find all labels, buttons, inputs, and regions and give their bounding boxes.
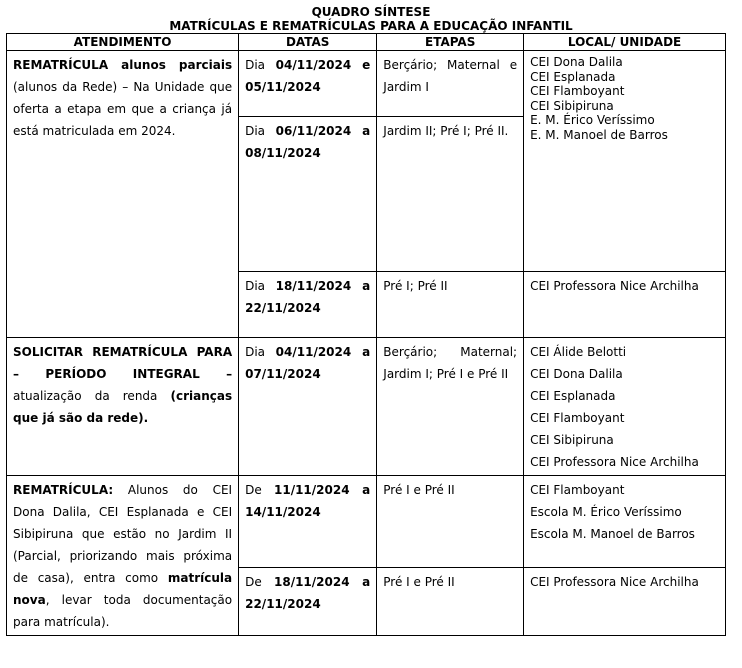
summary-table — [6, 33, 726, 636]
local-cell — [524, 568, 726, 636]
local-item: CEI Dona Dalila — [530, 55, 623, 69]
local-item: CEI Flamboyant — [530, 483, 625, 497]
date-prefix: Dia — [245, 345, 266, 359]
date-cell — [239, 568, 377, 636]
date-range: 04/11/2024 e 05/11/2024 — [245, 58, 371, 94]
etapas-cell: Berçário; Maternal e Jardim I — [377, 51, 524, 117]
local-item: CEI Álide Belotti — [530, 345, 627, 359]
title-line-2: MATRÍCULAS E REMATRÍCULAS PARA A EDUCAÇÃO INFANTIL — [169, 19, 573, 33]
date-prefix: Dia — [245, 279, 266, 293]
local-item: CEI Esplanada — [530, 69, 616, 84]
date-prefix: Dia — [245, 124, 266, 138]
local-item: E. M. Érico Veríssimo — [530, 113, 655, 127]
date-cell — [239, 272, 377, 338]
atendimento-2-bold-2: (crianças que já são da rede). — [13, 389, 233, 425]
header-etapas: ETAPAS — [377, 34, 524, 51]
local-item: CEI Dona Dalila — [530, 367, 623, 381]
date-range: 06/11/2024 a 08/11/2024 — [245, 124, 371, 160]
table-row — [7, 51, 726, 117]
date-prefix: De — [245, 575, 262, 590]
local-item: CEI Professora Nice Archilha — [530, 455, 699, 469]
date-cell — [239, 117, 377, 272]
header-local: LOCAL/ UNIDADE — [524, 34, 726, 51]
atendimento-1-text: (alunos da Rede) – Na Unidade que oferta a etapa em que a criança já está matriculada em 2024. — [13, 80, 233, 138]
date-range: 18/11/2024 a 22/11/2024 — [245, 575, 371, 612]
date-prefix: Dia — [245, 58, 266, 72]
atendimento-1-bold: REMATRÍCULA alunos parciais — [13, 58, 233, 72]
date-range: 18/11/2024 a 22/11/2024 — [245, 279, 371, 315]
date-cell — [239, 476, 377, 568]
atendimento-3-text-1: Alunos do CEI Dona Dalila, CEI Esplanada e CEI Sibipiruna que estão no Jardim II (Parcial, priorizando mais próxima de casa), entra como — [13, 483, 233, 585]
atendimento-3-text-2: , levar toda documentação para matrícula). — [13, 593, 233, 629]
date-range: 11/11/2024 a 14/11/2024 — [245, 483, 371, 519]
local-cell — [524, 338, 726, 476]
atendimento-3-bold-2: matrícula nova — [13, 571, 233, 607]
date-prefix: De — [245, 483, 262, 497]
local-item: CEI Professora Nice Archilha — [530, 575, 699, 590]
atendimento-2-bold-1: SOLICITAR REMATRÍCULA PARA – PERÍODO INTEGRAL – — [13, 345, 233, 381]
etapas-cell: Pré I; Pré II — [377, 272, 524, 338]
etapas-cell: Pré I e Pré II — [377, 476, 524, 568]
date-cell — [239, 338, 377, 476]
local-cell — [524, 51, 726, 272]
header-atendimento: ATENDIMENTO — [7, 34, 239, 51]
header-row — [7, 34, 726, 51]
atendimento-2-text: atualização da renda — [13, 389, 158, 403]
title-line-1: QUADRO SÍNTESE — [311, 5, 431, 19]
table-row — [7, 476, 726, 568]
date-cell — [239, 51, 377, 117]
etapas-cell: Jardim II; Pré I; Pré II. — [377, 117, 524, 272]
atendimento-cell-1 — [7, 51, 239, 338]
local-item: CEI Sibipiruna — [530, 433, 614, 447]
table-row — [7, 338, 726, 476]
local-cell — [524, 272, 726, 338]
local-item: CEI Flamboyant — [530, 411, 625, 425]
local-item: Escola M. Érico Veríssimo — [530, 505, 682, 519]
local-item: CEI Sibipiruna — [530, 98, 614, 113]
atendimento-cell-3 — [7, 476, 239, 636]
etapas-cell: Pré I e Pré II — [377, 568, 524, 636]
local-item: E. M. Manoel de Barros — [530, 127, 668, 142]
local-item: CEI Professora Nice Archilha — [530, 279, 699, 293]
atendimento-3-bold-1: REMATRÍCULA: — [13, 483, 114, 497]
date-range: 04/11/2024 a 07/11/2024 — [245, 345, 371, 381]
header-datas: DATAS — [239, 34, 377, 51]
etapas-cell: Berçário; Maternal; Jardim I; Pré I e Pré II — [377, 338, 524, 476]
local-item: Escola M. Manoel de Barros — [530, 527, 695, 541]
local-item: CEI Flamboyant — [530, 84, 625, 98]
local-item: CEI Esplanada — [530, 389, 616, 403]
atendimento-cell-2 — [7, 338, 239, 476]
local-cell — [524, 476, 726, 568]
